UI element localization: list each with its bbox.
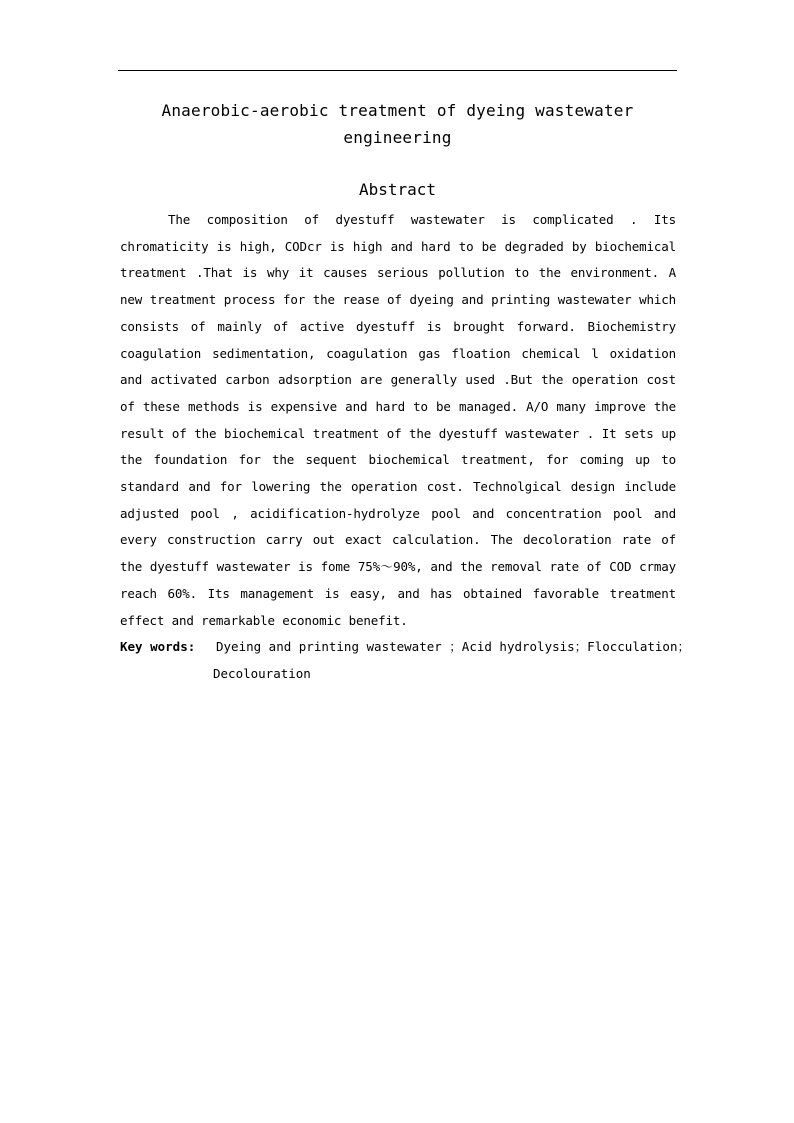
header-rule <box>118 70 677 71</box>
keywords-list: Dyeing and printing wastewater ；Acid hydrolysis；Flocculation； <box>216 639 690 654</box>
title-line-2: engineering <box>343 128 452 147</box>
document-title <box>118 97 677 151</box>
keywords-line-1 <box>120 633 714 660</box>
keywords-label: Key words: <box>120 639 196 654</box>
title-line-1: Anaerobic-aerobic treatment of dyeing wastewater <box>161 101 634 120</box>
abstract-body: The composition of dyestuff wastewater is complicated . Its chromaticity is high, CODcr is high and hard to be degraded by biochemical treatment .That is why it causes serious pollution to the environment. A new treatment process for the rease of dyeing and printing wastewater which consists of mainly of active dyestuff is brought forward. Biochemistry coagulation sedimentation, coagulation gas floation chemical l oxidation and activated carbon adsorption are generally used .But the operation cost of these methods is expensive and hard to be managed. A/O many improve the result of the biochemical treatment of the dyestuff wastewater . It sets up the foundation for the sequent biochemical treatment, for coming up to standard and for lowering the operation cost. Technolgical design include adjusted pool , acidification-hydrolyze pool and concentration pool and every construction carry out exact calculation. The decoloration rate of the dyestuff wastewater is fome 75%～90%, and the removal rate of COD crmay reach 60%. Its management is easy, and has obtained favorable treatment effect and remarkable economic benefit. <box>120 212 676 628</box>
abstract-heading: Abstract <box>358 180 437 199</box>
keywords-line-2: Decolouration <box>213 666 311 681</box>
keywords-block <box>120 633 714 687</box>
